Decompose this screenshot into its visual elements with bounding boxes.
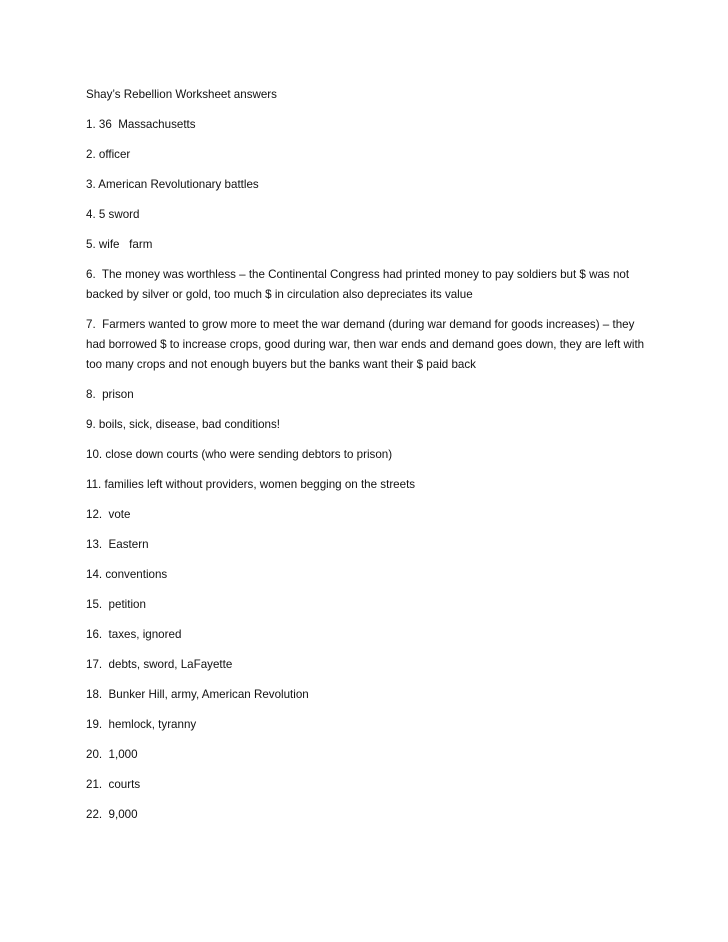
answer-12: 12. vote bbox=[86, 508, 131, 521]
answer-13: 13. Eastern bbox=[86, 538, 149, 551]
answer-17: 17. debts, sword, LaFayette bbox=[86, 658, 233, 671]
answer-8: 8. prison bbox=[86, 388, 134, 401]
answer-21: 21. courts bbox=[86, 778, 141, 791]
answer-22: 22. 9,000 bbox=[86, 808, 138, 821]
answer-10: 10. close down courts (who were sending debtors to prison) bbox=[86, 448, 393, 461]
answer-18: 18. Bunker Hill, army, American Revolution bbox=[86, 688, 309, 701]
answer-1: 1. 36 Massachusetts bbox=[86, 118, 196, 131]
answer-5: 5. wife farm bbox=[86, 238, 153, 251]
document-page bbox=[86, 85, 646, 835]
document-title: Shay’s Rebellion Worksheet answers bbox=[86, 88, 277, 101]
answer-9: 9. boils, sick, disease, bad conditions! bbox=[86, 418, 280, 431]
answer-7: 7. Farmers wanted to grow more to meet the war demand (during war demand for goods increases) – they had borrowed $ to increase crops, good during war, then war ends and demand goes down, they are left with too many crops and not enough buyers but the banks want their $ paid back bbox=[86, 318, 648, 371]
answer-4: 4. 5 sword bbox=[86, 208, 140, 221]
answer-6: 6. The money was worthless – the Continental Congress had printed money to pay soldiers but $ was not backed by silver or gold, too much $ in circulation also depreciates its value bbox=[86, 268, 633, 301]
answer-2: 2. officer bbox=[86, 148, 131, 161]
answer-11: 11. families left without providers, women begging on the streets bbox=[86, 478, 416, 491]
answer-14: 14. conventions bbox=[86, 568, 168, 581]
answer-19: 19. hemlock, tyranny bbox=[86, 718, 197, 731]
answer-15: 15. petition bbox=[86, 598, 146, 611]
answer-3: 3. American Revolutionary battles bbox=[86, 178, 259, 191]
answer-20: 20. 1,000 bbox=[86, 748, 138, 761]
answer-16: 16. taxes, ignored bbox=[86, 628, 182, 641]
